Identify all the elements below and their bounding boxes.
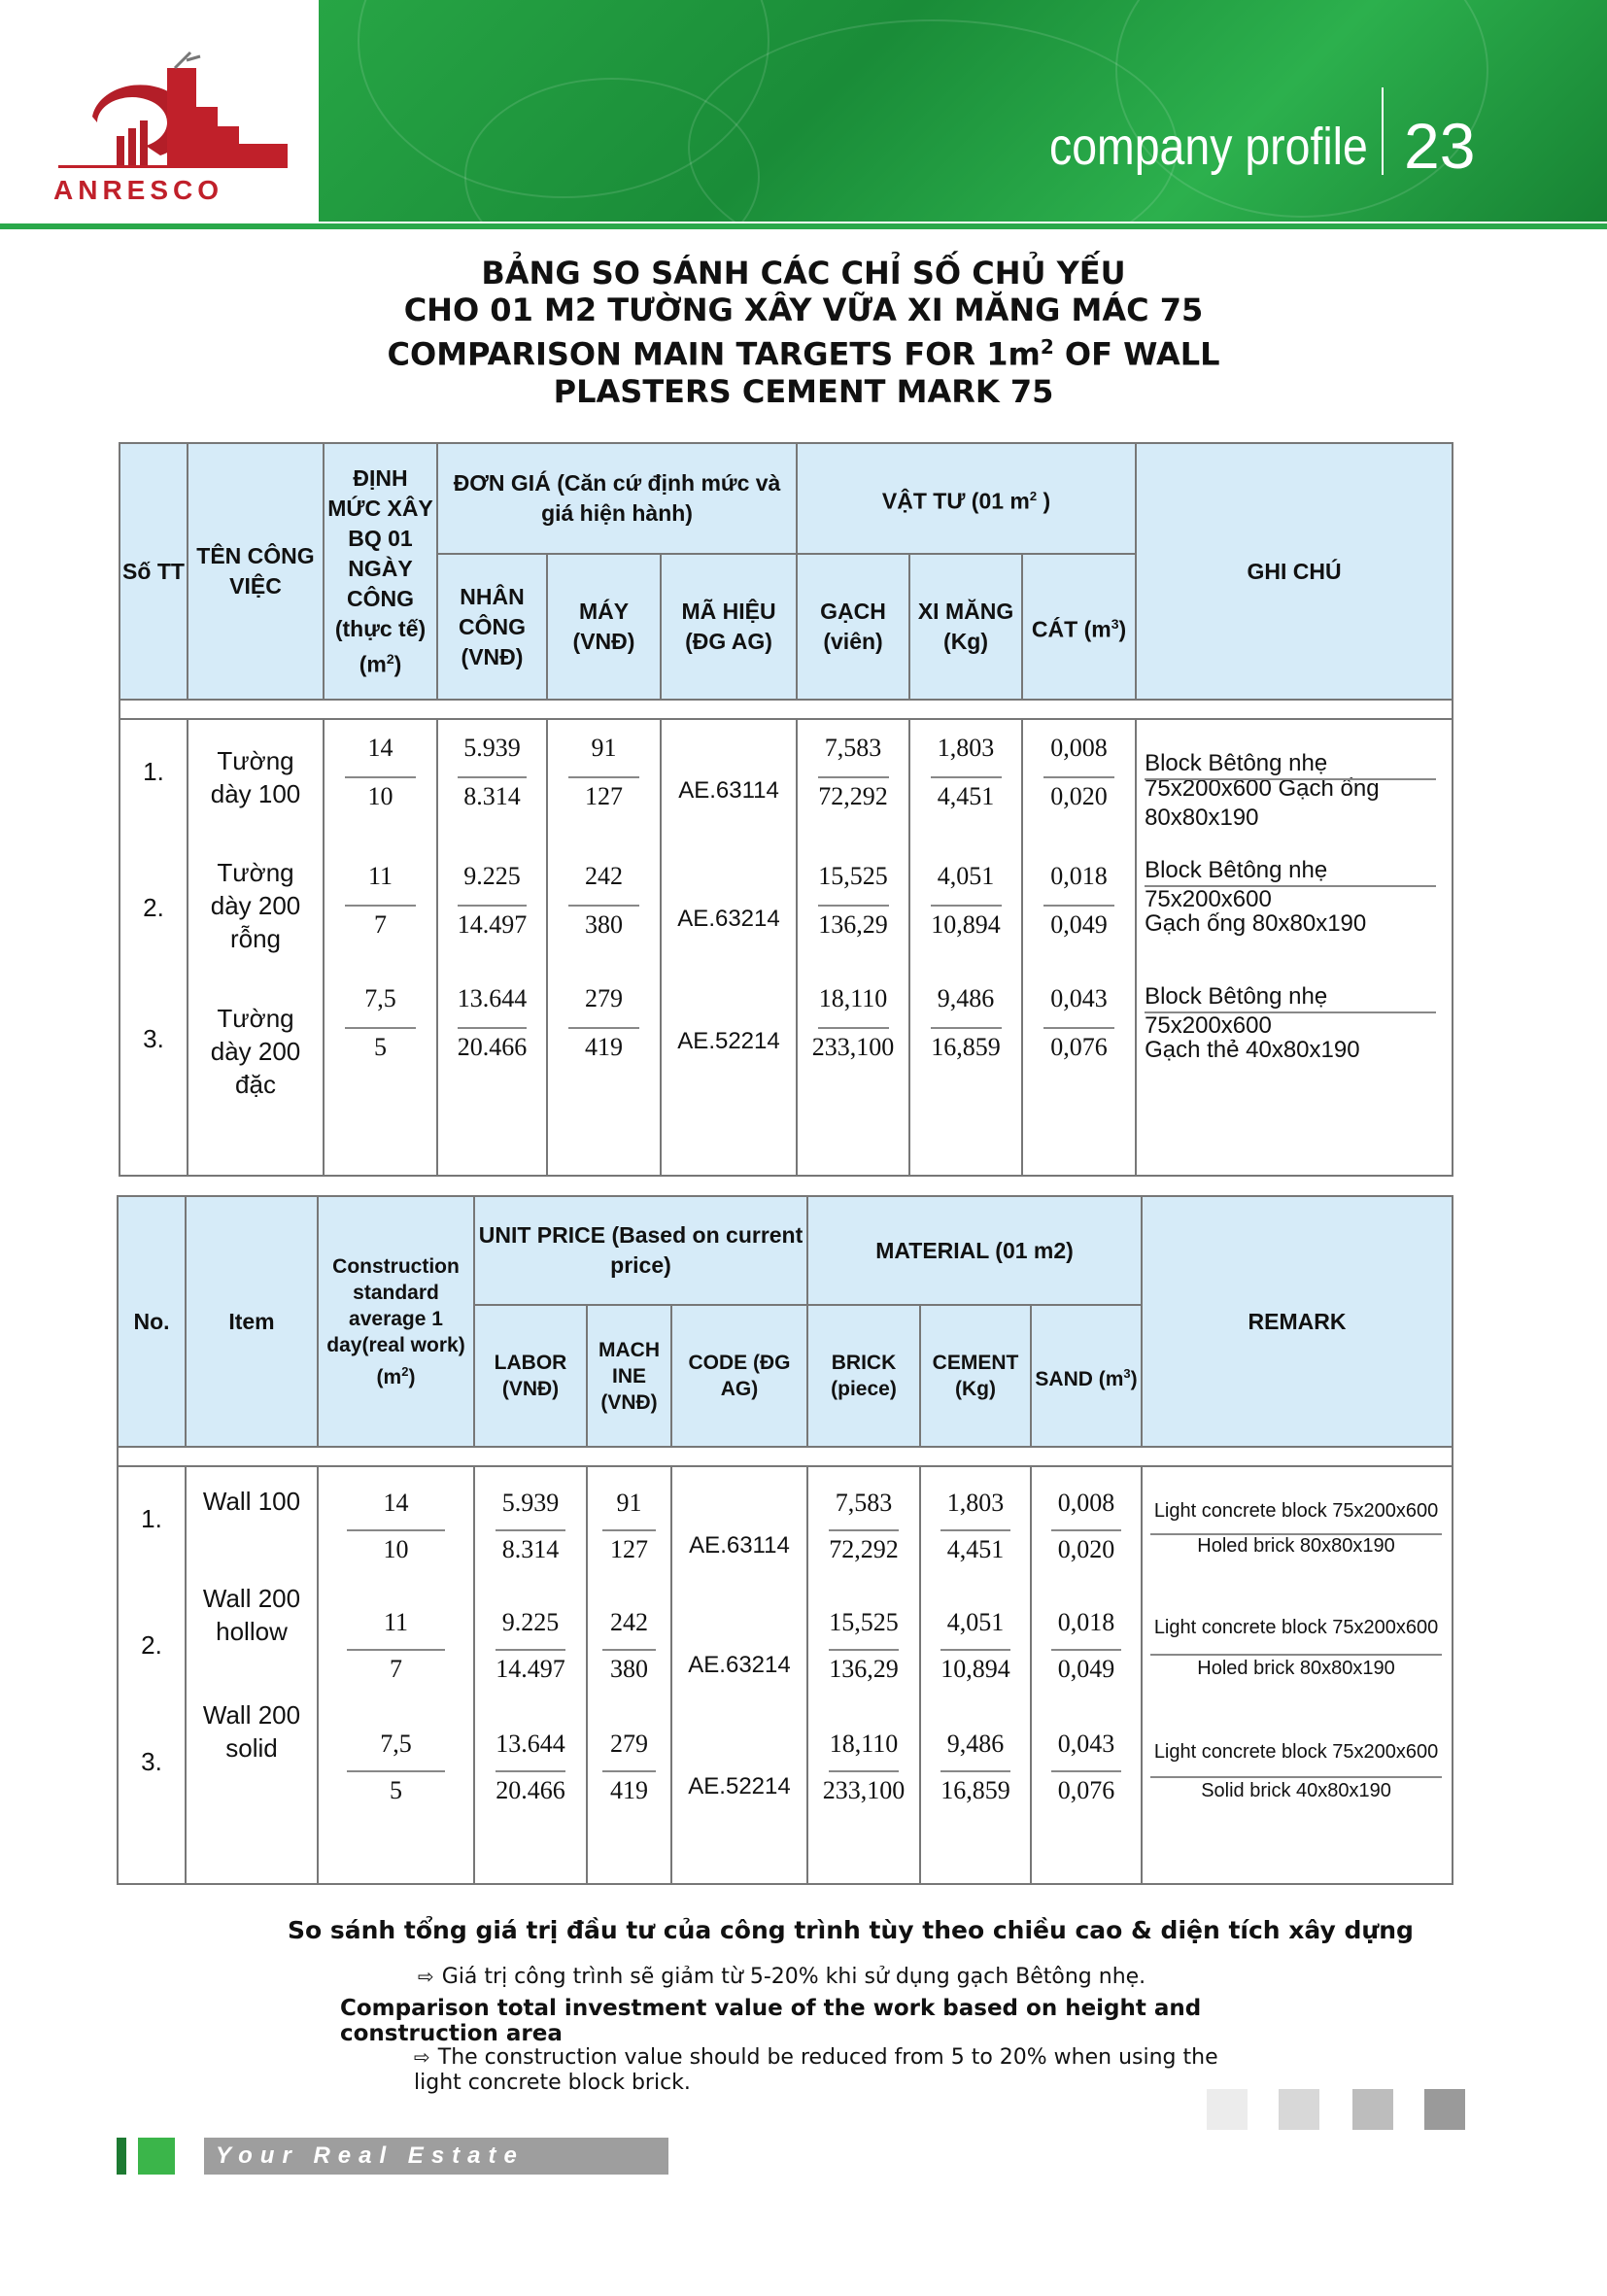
remark-text: Block Bêtông nhẹ (1145, 750, 1328, 776)
fraction-line (568, 1027, 640, 1029)
page-title (194, 255, 1413, 410)
labor-value: 14.497 (496, 1655, 565, 1683)
summary-bullet-vn: ⇨ Giá trị công trình sẽ giảm từ 5-20% khi sử dụng gạch Bêtông nhẹ. (418, 1965, 1146, 1989)
labor-value: 13.644 (496, 1730, 565, 1758)
header-standard: ĐỊNH MỨC XÂY BQ 01 NGÀY CÔNG (thực tế) $(m^2)$ (324, 443, 437, 700)
fraction-line (818, 1027, 889, 1029)
standard-value: 10 (367, 782, 393, 810)
fraction-line (829, 1770, 900, 1772)
cement-value: 9,486 (937, 984, 995, 1012)
header-cement: CEMENT (Kg) (920, 1305, 1031, 1447)
standard-value: 7 (390, 1655, 402, 1683)
sand-value: 0,076 (1050, 1033, 1108, 1061)
brick-value: 7,583 (824, 734, 882, 762)
header-rule (0, 223, 1607, 229)
header-cement: XI MĂNG (Kg) (909, 554, 1022, 700)
fraction-line (1043, 776, 1115, 778)
remark-text: 75x200x600 Gạch ống 80x80x190 (1145, 775, 1380, 831)
header-item: TÊN CÔNG VIỆC (188, 443, 324, 700)
cement-value: 4,051 (946, 1608, 1005, 1636)
header-machine: MACH INE (VNĐ) (587, 1305, 671, 1447)
fraction-line (496, 1529, 566, 1531)
machine-value: 279 (610, 1730, 648, 1758)
logo (0, 0, 319, 222)
remark-divider (1145, 1011, 1436, 1013)
item-name: Tường dày 200 đặc (210, 1004, 301, 1099)
item-name: Tường dày 100 (210, 746, 301, 808)
remark-divider (1150, 1533, 1442, 1535)
machine-value: 91 (616, 1489, 642, 1517)
remark-text: Gạch ống 80x80x190 (1145, 910, 1367, 937)
item-name: Wall 100 (202, 1487, 301, 1516)
sand-value: 0,049 (1050, 910, 1108, 939)
remark-text: Light concrete block 75x200x600 (1153, 1617, 1439, 1638)
sand-value: 0,076 (1057, 1776, 1115, 1804)
footer-tagline: Your Real Estate Developer (204, 2138, 668, 2175)
price-code: AE.63214 (677, 906, 780, 932)
header-material: MATERIAL (01 m2) (807, 1196, 1142, 1305)
price-code: AE.63114 (678, 777, 779, 804)
comparison-table-vn (119, 442, 1453, 1177)
sand-value: 0,049 (1057, 1655, 1115, 1683)
item-name: Tường dày 200 rỗng (210, 858, 301, 953)
fraction-line (1043, 905, 1115, 907)
standard-value: 7,5 (364, 984, 396, 1012)
header-code: MÃ HIỆU (ĐG AG) (661, 554, 797, 700)
fraction-line (496, 1770, 566, 1772)
remark-divider (1145, 778, 1436, 780)
fraction-line (1051, 1770, 1121, 1772)
labor-value: 20.466 (457, 1033, 528, 1061)
machine-value: 242 (585, 862, 623, 890)
cement-value: 4,451 (937, 782, 995, 810)
remark-divider (1150, 1654, 1442, 1656)
footer-mark-dark (117, 2138, 126, 2175)
machine-value: 380 (585, 910, 623, 939)
row-number: 2. (141, 1630, 162, 1660)
header-unit-price: UNIT PRICE (Based on current price) (474, 1196, 807, 1305)
fraction-line (931, 1027, 1002, 1029)
sand-value: 0,020 (1050, 782, 1108, 810)
arrow-icon: ⇨ (414, 2045, 430, 2069)
labor-value: 5.939 (463, 734, 521, 762)
cement-value: 1,803 (946, 1489, 1005, 1517)
fraction-line (458, 776, 527, 778)
labor-value: 5.939 (501, 1489, 560, 1517)
labor-value: 9.225 (501, 1608, 560, 1636)
row-number: 1. (141, 1504, 162, 1533)
header-machine: MÁY (VNĐ) (547, 554, 661, 700)
title-line-2: CHO 01 M2 TƯỜNG XÂY VỮA XI MĂNG MÁC 75 (403, 291, 1204, 328)
standard-value: 11 (383, 1608, 409, 1636)
sand-value: 0,008 (1057, 1489, 1115, 1517)
footer-square (1207, 2089, 1248, 2130)
standard-value: 7 (374, 910, 387, 939)
logo-text: ANRESCO (53, 175, 224, 205)
arrow-icon: ⇨ (418, 1965, 434, 1988)
page-number: 23 (1404, 110, 1476, 182)
fraction-line (347, 1770, 446, 1772)
labor-value: 8.314 (501, 1535, 560, 1563)
fraction-line (345, 1027, 417, 1029)
fraction-line (931, 776, 1002, 778)
machine-value: 91 (591, 734, 617, 762)
header-code: CODE (ĐG AG) (671, 1305, 807, 1447)
remark-divider (1150, 1776, 1442, 1778)
remark-divider (1145, 885, 1436, 887)
fraction-line (931, 905, 1002, 907)
cement-value: 10,894 (940, 1655, 1010, 1683)
sand-value: 0,018 (1050, 862, 1108, 890)
footer-square (1279, 2089, 1319, 2130)
machine-value: 419 (585, 1033, 623, 1061)
fraction-line (347, 1649, 446, 1651)
cement-value: 16,859 (931, 1033, 1001, 1061)
header-no: No. (118, 1196, 186, 1447)
header-brick: GẠCH (viên) (797, 554, 909, 700)
fraction-line (568, 905, 640, 907)
footer-mark-light (138, 2138, 175, 2175)
header-sand: CÁT $(m^3)$ (1022, 554, 1136, 700)
labor-value: 14.497 (457, 910, 528, 939)
machine-value: 127 (610, 1535, 648, 1563)
brick-value: 72,292 (829, 1535, 899, 1563)
labor-value: 20.466 (496, 1776, 565, 1804)
fraction-line (458, 1027, 527, 1029)
title-line-3: COMPARISON MAIN TARGETS FOR $1m^2$ OF WALL (387, 335, 1220, 373)
sand-value: 0,008 (1050, 734, 1108, 762)
cement-value: 9,486 (946, 1730, 1005, 1758)
footer-square (1424, 2089, 1465, 2130)
brick-value: 15,525 (829, 1608, 899, 1636)
fraction-line (1043, 1027, 1115, 1029)
brick-value: 7,583 (835, 1489, 893, 1517)
standard-value: 10 (383, 1535, 409, 1563)
fraction-line (829, 1529, 900, 1531)
fraction-line (940, 1770, 1010, 1772)
fraction-line (602, 1649, 655, 1651)
fraction-line (1051, 1529, 1121, 1531)
fraction-line (496, 1649, 566, 1651)
remark-text: Gạch thẻ 40x80x190 (1145, 1037, 1360, 1063)
header-labor: LABOR (VNĐ) (474, 1305, 587, 1447)
brick-value: 18,110 (818, 984, 888, 1012)
standard-value: 5 (374, 1033, 387, 1061)
price-code: AE.63114 (689, 1532, 790, 1559)
header-divider (1382, 87, 1384, 175)
row-number: 2. (143, 893, 164, 922)
header-sand: SAND $(m^3)$ (1031, 1305, 1142, 1447)
fraction-line (829, 1649, 900, 1651)
fraction-line (818, 905, 889, 907)
machine-value: 380 (610, 1655, 648, 1683)
summary-heading-vn: So sánh tổng giá trị đầu tư của công trình tùy theo chiều cao & diện tích xây dựng (288, 1916, 1414, 1944)
fraction-line (940, 1649, 1010, 1651)
title-line-4: PLASTERS CEMENT MARK 75 (553, 372, 1054, 410)
comparison-table-en (117, 1195, 1453, 1885)
remark-text: Holed brick 80x80x190 (1197, 1658, 1395, 1679)
summary-bullet-en: ⇨ The construction value should be reduced from 5 to 20% when using the light concrete block brick. (414, 2045, 1218, 2095)
brick-value: 18,110 (829, 1730, 899, 1758)
remark-text: Block Bêtông nhẹ 75x200x600 (1145, 983, 1328, 1039)
standard-value: 5 (390, 1776, 402, 1804)
row-number: 3. (141, 1747, 162, 1776)
header-remark: GHI CHÚ (1136, 443, 1453, 700)
brick-value: 233,100 (811, 1033, 895, 1061)
remark-text: Light concrete block 75x200x600 (1153, 1741, 1439, 1763)
fraction-line (602, 1529, 655, 1531)
header-material: VẬT TƯ (01 $m^2$ ) (797, 443, 1136, 554)
sand-value: 0,043 (1057, 1730, 1115, 1758)
header-no: Số TT (120, 443, 188, 700)
item-name: Wall 200 hollow (202, 1584, 301, 1646)
header-item: Item (186, 1196, 318, 1447)
fraction-line (818, 776, 889, 778)
table-body (120, 719, 1453, 1176)
header-remark: REMARK (1142, 1196, 1453, 1447)
footer-square (1352, 2089, 1393, 2130)
brick-value: 15,525 (818, 862, 888, 890)
brick-value: 136,29 (829, 1655, 899, 1683)
row-number: 1. (143, 757, 164, 786)
header-unit-price: ĐƠN GIÁ (Căn cứ định mức và giá hiện hành) (437, 443, 797, 554)
cement-value: 16,859 (940, 1776, 1010, 1804)
price-code: AE.52214 (677, 1028, 780, 1054)
cement-value: 1,803 (937, 734, 995, 762)
profile-label: company profile (1049, 118, 1368, 176)
brick-value: 72,292 (818, 782, 888, 810)
brick-value: 136,29 (818, 910, 888, 939)
standard-value: 14 (367, 734, 393, 762)
header-standard: Construction standard average 1 day(real work) $(m^2)$ (318, 1196, 474, 1447)
price-code: AE.63214 (688, 1652, 791, 1678)
machine-value: 127 (585, 782, 623, 810)
labor-value: 8.314 (463, 782, 521, 810)
fraction-line (602, 1770, 655, 1772)
fraction-line (568, 776, 640, 778)
machine-value: 242 (610, 1608, 648, 1636)
summary-heading-en: Comparison total investment value of the work based on height and construction area (340, 1996, 1202, 2046)
row-number: 3. (143, 1024, 164, 1053)
sand-value: 0,018 (1057, 1608, 1115, 1636)
machine-value: 279 (585, 984, 623, 1012)
fraction-line (458, 905, 527, 907)
fraction-line (1051, 1649, 1121, 1651)
standard-value: 11 (367, 862, 393, 890)
labor-value: 9.225 (463, 862, 521, 890)
price-code: AE.52214 (688, 1773, 791, 1799)
sand-value: 0,043 (1050, 984, 1108, 1012)
labor-value: 13.644 (457, 984, 528, 1012)
title-line-1: BẢNG SO SÁNH CÁC CHỈ SỐ CHỦ YẾU (481, 255, 1126, 291)
remark-text: Block Bêtông nhẹ 75x200x600 (1145, 857, 1328, 912)
cement-value: 4,451 (946, 1535, 1005, 1563)
fraction-line (345, 776, 417, 778)
brick-value: 233,100 (822, 1776, 906, 1804)
cement-value: 10,894 (931, 910, 1001, 939)
cement-value: 4,051 (937, 862, 995, 890)
sand-value: 0,020 (1057, 1535, 1115, 1563)
item-name: Wall 200 solid (202, 1700, 301, 1763)
table-body (118, 1466, 1453, 1884)
header-brick: BRICK (piece) (807, 1305, 920, 1447)
page-header (0, 0, 1607, 233)
standard-value: 14 (383, 1489, 409, 1517)
remark-text: Solid brick 40x80x190 (1201, 1780, 1391, 1801)
fraction-line (347, 1529, 446, 1531)
fraction-line (345, 905, 417, 907)
remark-text: Light concrete block 75x200x600 (1153, 1500, 1439, 1522)
machine-value: 419 (610, 1776, 648, 1804)
fraction-line (940, 1529, 1010, 1531)
standard-value: 7,5 (380, 1730, 412, 1758)
header-labor: NHÂN CÔNG (VNĐ) (437, 554, 547, 700)
remark-text: Holed brick 80x80x190 (1197, 1535, 1395, 1557)
